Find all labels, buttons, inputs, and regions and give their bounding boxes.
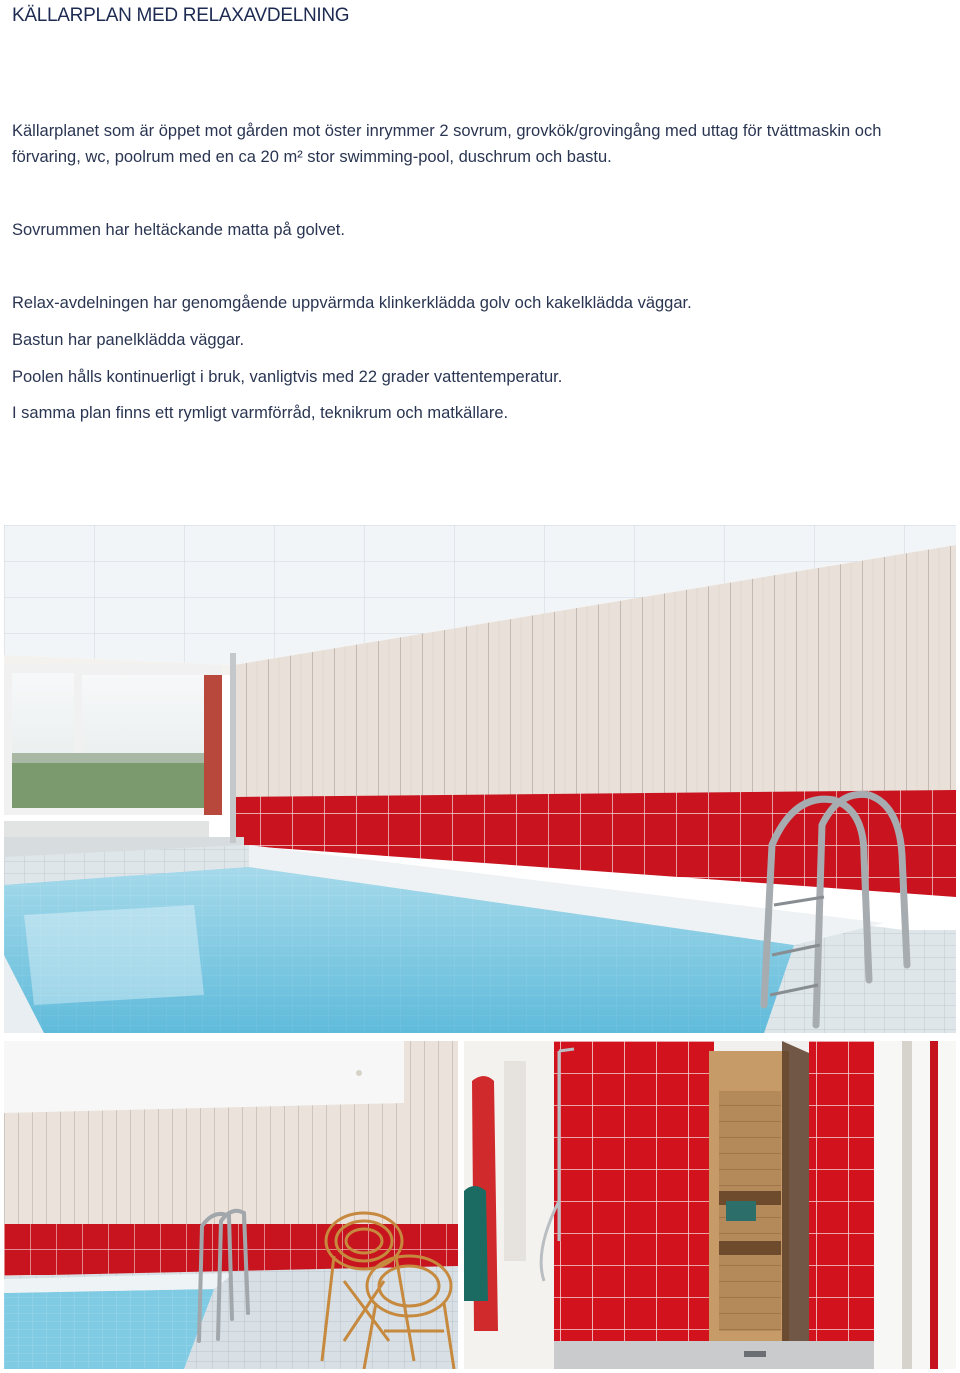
pool-chairs-photo (4, 1041, 458, 1369)
intro-paragraph: Källarplanet som är öppet mot gården mot öster inrymmer 2 sovrum, grovkök/grovingång med uttag för tvättmaskin och förvaring, wc, poolrum med en ca 20 m² stor swimming-pool, duschrum och bastu. (12, 122, 882, 166)
shower-sauna-photo (464, 1041, 956, 1369)
pool-paragraph: Poolen hålls kontinuerligt i bruk, vanligtvis med 22 grader vattentemperatur. (12, 368, 563, 386)
bedrooms-paragraph: Sovrummen har heltäckande matta på golvet. (12, 221, 345, 239)
pool-room-photo (4, 525, 956, 1033)
sauna-paragraph: Bastun har panelklädda väggar. (12, 331, 245, 349)
relax-paragraph: Relax-avdelningen har genomgående uppvärmda klinkerklädda golv och kakelklädda väggar. (12, 294, 692, 312)
storage-paragraph: I samma plan finns ett rymligt varmförråd, teknikrum och matkällare. (12, 404, 509, 422)
page-title: KÄLLARPLAN MED RELAXAVDELNING (12, 5, 350, 26)
